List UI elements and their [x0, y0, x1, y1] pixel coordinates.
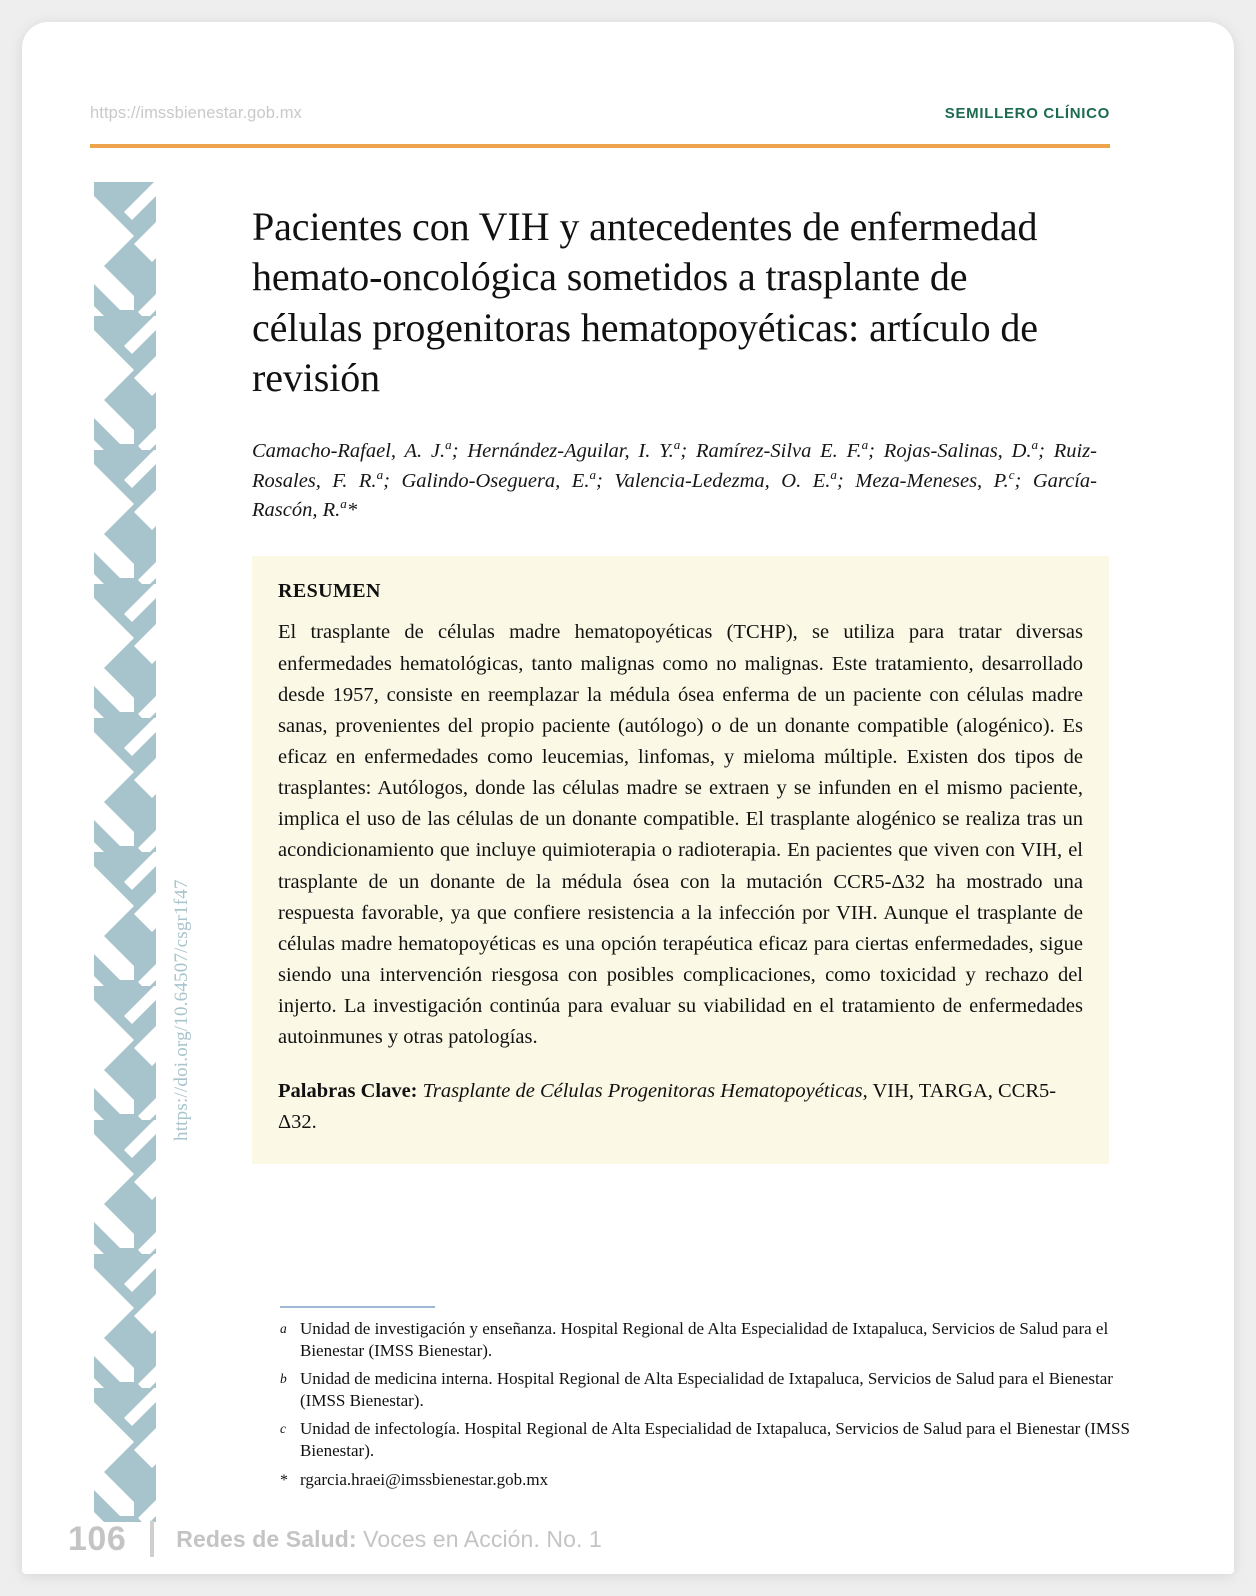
journal-url: https://imssbienestar.gob.mx: [90, 103, 302, 122]
section-label: SEMILLERO CLÍNICO: [944, 104, 1110, 122]
article-column: [252, 202, 1110, 1164]
footnote-item-corresponding: [280, 1469, 1142, 1492]
page-sheet: [22, 22, 1234, 1574]
author-list: Camacho-Rafael, A. J.$^a$; Hernández-Aguilar, I. Y.$^a$; Ramírez-Silva E. F.$^a$; Rojas-Salinas, D.$^a$; Ruiz-Rosales, F. R.$^a$; Galindo-Oseguera, E.$^a$; Valencia-Ledezma, O. E.$^a$; Meza-Meneses, P.$^c$; García-Rascón, R.$^a$*: [252, 436, 1098, 522]
footer-divider: [150, 1521, 154, 1557]
keywords-line: [278, 1076, 1083, 1138]
footnote-list: [280, 1318, 1142, 1497]
footnote-text: Unidad de investigación y enseñanza. Hospital Regional de Alta Especialidad de Ixtapaluca, Servicios de Salud para el Bienestar (IMSS Bienestar).: [300, 1319, 1109, 1361]
abstract-box: [252, 556, 1109, 1164]
journal-name-rest: Voces en Acción. No. 1: [356, 1525, 602, 1552]
footnote-text: Unidad de infectología. Hospital Regional de Alta Especialidad de Ixtapaluca, Servicios de Salud para el Bienestar (IMSS Bienestar).: [300, 1419, 1130, 1461]
footnote-mark: b: [280, 1371, 287, 1387]
footnote-mark: a: [280, 1321, 287, 1336]
footnote-item: [280, 1368, 1142, 1412]
footnote-rule: [280, 1306, 435, 1308]
article-title: Pacientes con VIH y antecedentes de enfermedad hemato-oncológica sometidos a trasplante de células progenitoras hematopoyéticas: artículo de revisión: [252, 204, 1038, 401]
keywords-label: Palabras Clave:: [278, 1079, 418, 1102]
corresponding-email[interactable]: rgarcia.hraei@imssbienestar.gob.mx: [300, 1469, 549, 1489]
journal-name: [176, 1526, 602, 1553]
header-rule: [90, 144, 1110, 148]
footnote-mark-asterisk: *: [280, 1471, 288, 1489]
greca-ornament: [94, 182, 156, 1522]
footnote-mark: c: [280, 1421, 286, 1437]
footnote-text: Unidad de medicina interna. Hospital Regional de Alta Especialidad de Ixtapaluca, Servicios de Salud para el Bienestar (IMSS Bienestar).: [300, 1369, 1113, 1411]
journal-name-bold: Redes de Salud:: [176, 1525, 357, 1552]
footnote-item: [280, 1318, 1142, 1362]
keywords-italic: Trasplante de Células Progenitoras Hematopoyéticas: [422, 1079, 863, 1102]
page-number: 106: [68, 1519, 127, 1558]
doi-vertical[interactable]: https://doi.org/10.64507/csgr1f47: [171, 879, 192, 1141]
keywords-rest: , VIH, TARGA, CCR5-Δ32.: [278, 1079, 1057, 1133]
running-head: [90, 100, 1110, 126]
footnote-item: [280, 1418, 1142, 1462]
abstract-heading: RESUMEN: [278, 580, 381, 603]
abstract-body: El trasplante de células madre hematopoyéticas (TCHP), se utiliza para tratar diversas enfermedades hematológicas, tanto malignas como no malignas. Este tratamiento, desarrollado desde 1957, consiste en reemplazar la médula ósea enferma de un paciente con células madre sanas, provenientes del propio paciente (autólogo) o de un donante compatible (alogénico). Es eficaz en enfermedades como leucemias, linfomas, y mieloma múltiple. Existen dos tipos de trasplantes: Autólogos, donde las células madre se extraen y se infunden en el mismo paciente, implica el uso de las células de un donante compatible. El trasplante alogénico se realiza tras un acondicionamiento que incluye quimioterapia o radioterapia. En pacientes que viven con VIH, el trasplante de un donante de la médula ósea con la mutación CCR5-Δ32 ha mostrado una respuesta favorable, ya que confiere resistencia a la infección por VIH. Aunque el trasplante de células madre hematopoyéticas es una opción terapéutica eficaz para ciertas enfermedades, sigue siendo una intervención riesgosa con posibles complicaciones, como toxicidad y rechazo del injerto. La investigación continúa para evaluar su viabilidad en el tratamiento de enfermedades autoinmunes y otras patologías.: [278, 621, 1083, 1049]
page-footer: [68, 1516, 602, 1562]
